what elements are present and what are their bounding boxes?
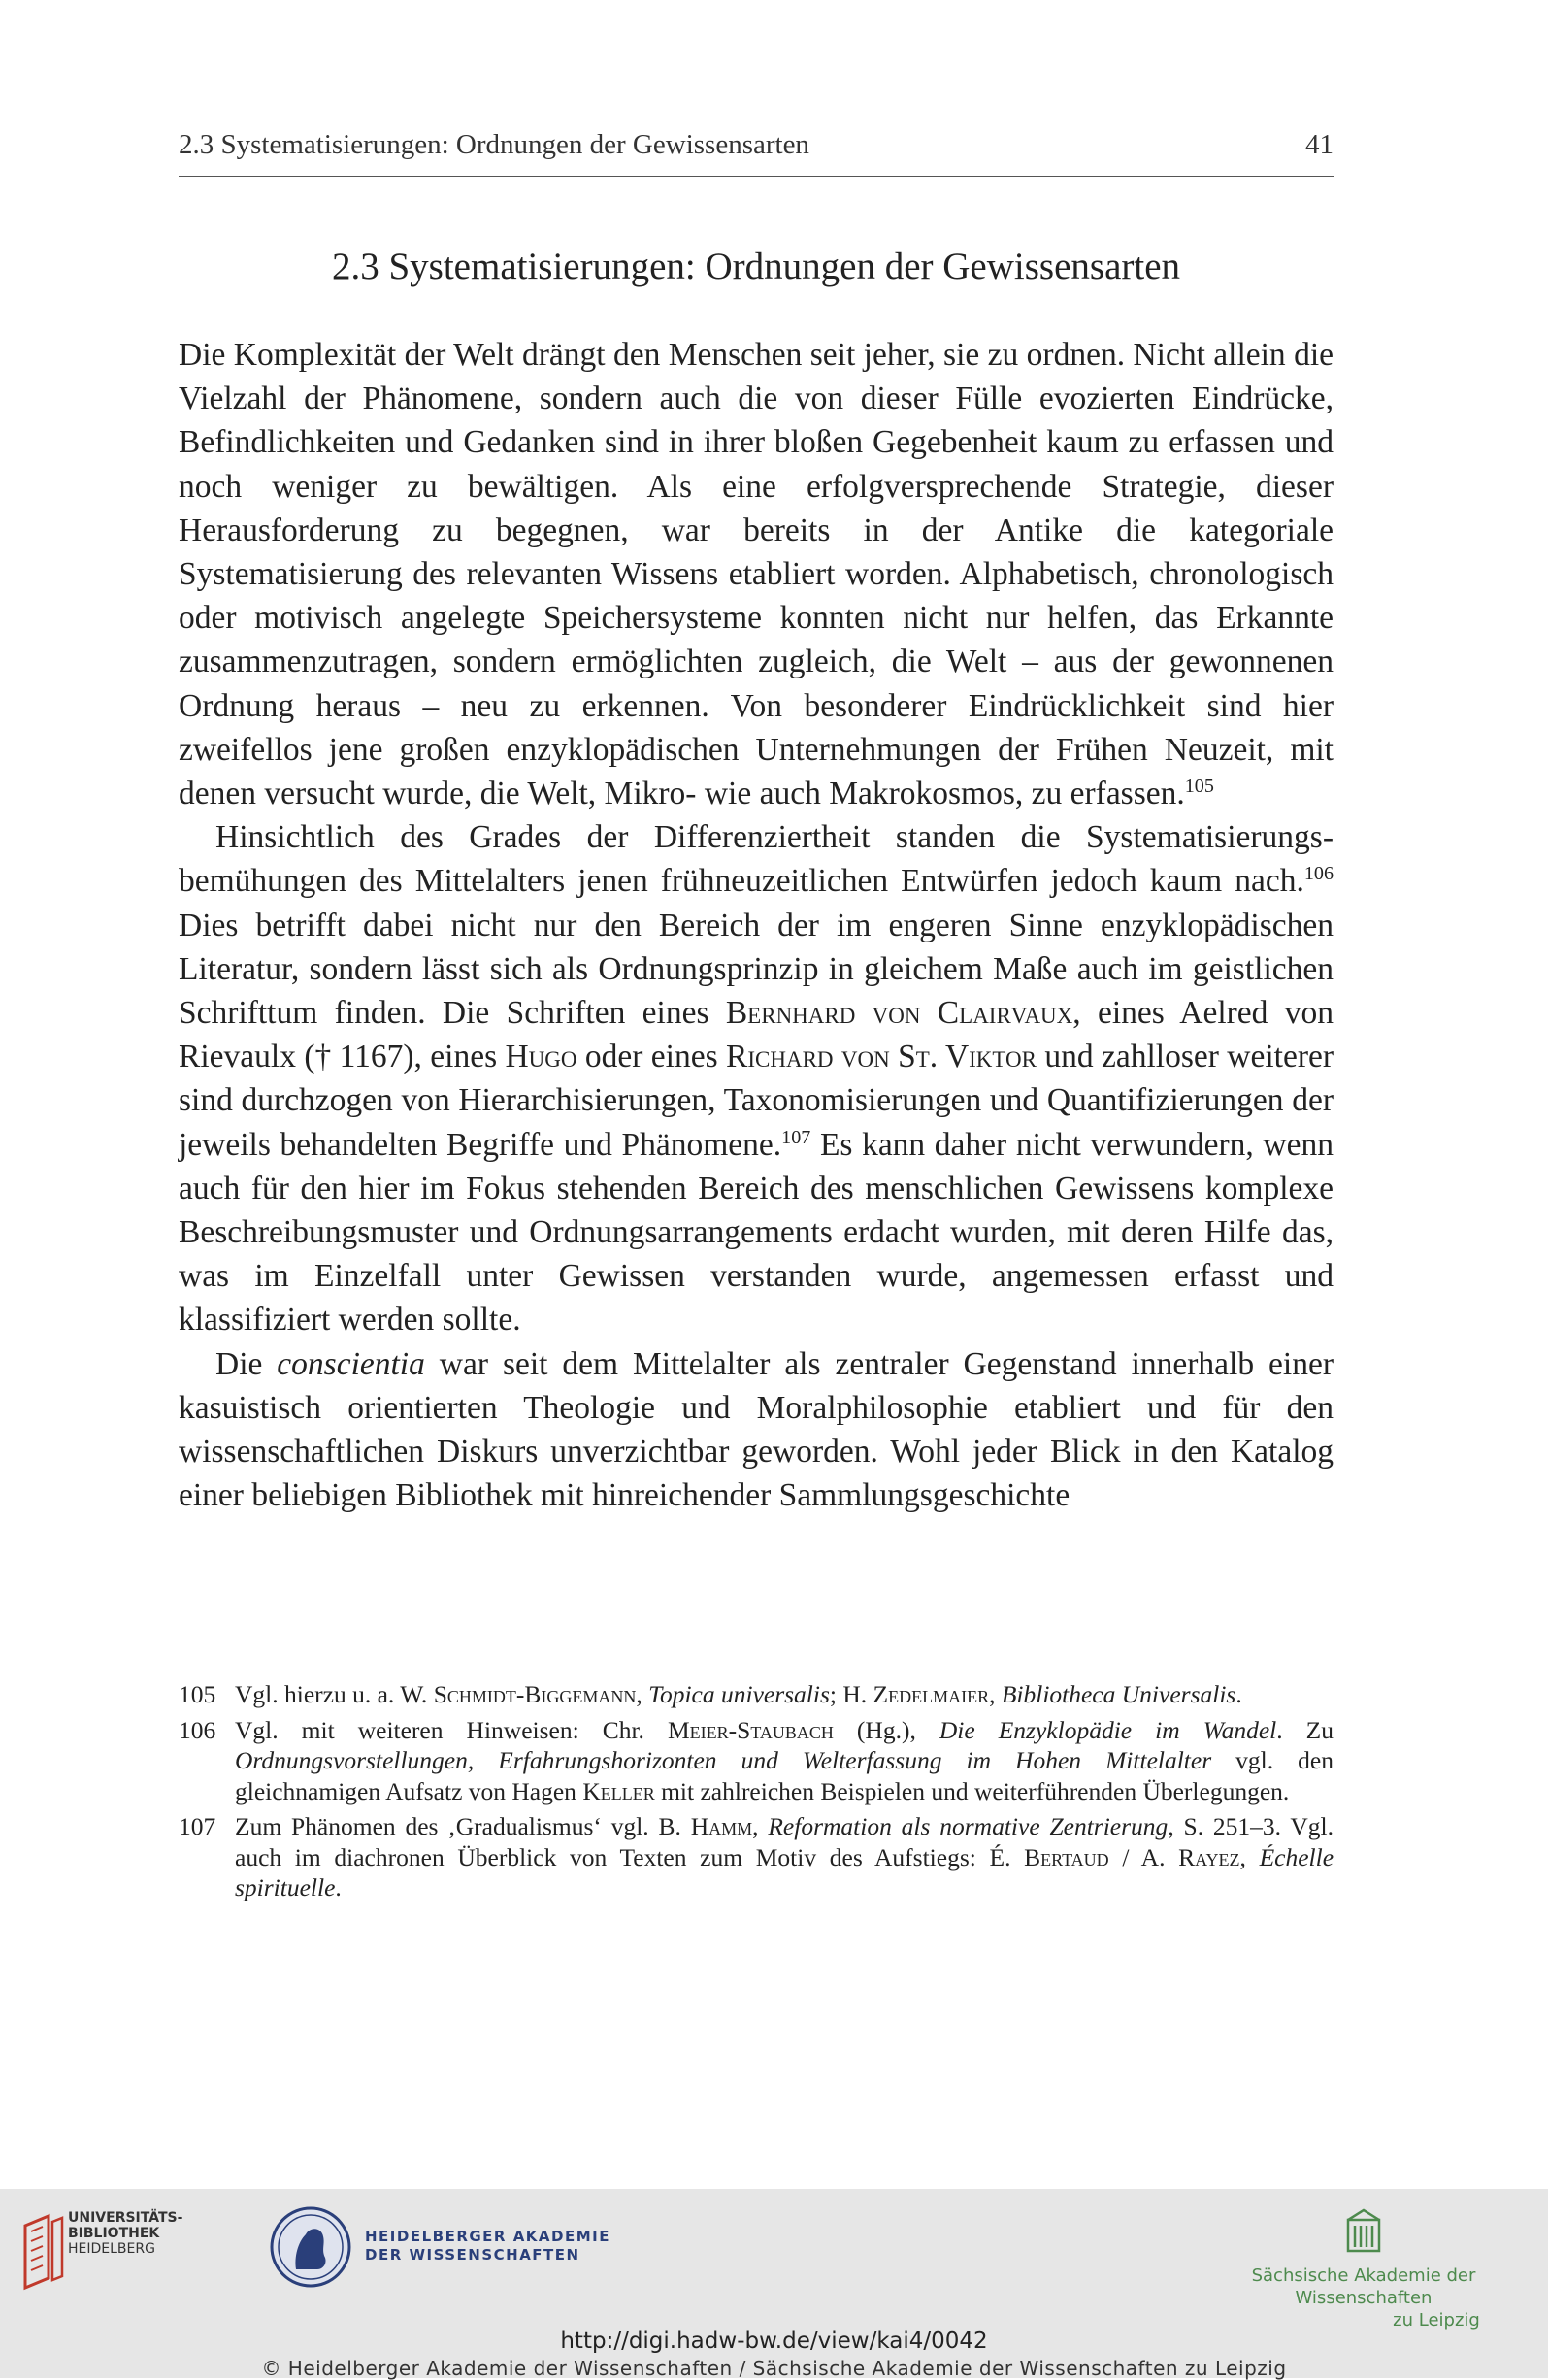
footnote-text: Vgl. hierzu u. a. W. Schmidt-Biggemann, Topica universalis; H. Zedelmaier, Bibliotheca Universalis. (235, 1680, 1242, 1708)
footnote-text: Vgl. mit weiteren Hinweisen: Chr. Meier-Staubach (Hg.), Die Enzyklopädie im Wandel. Zu Ordnungsvorstellungen, Erfahrungshorizonten und Welterfassung im Hohen Mittelalter vgl. den gleichnamigen Aufsatz von Hagen Keller mit zahlreichen Beispielen und weiterführenden Überlegungen. (235, 1715, 1334, 1805)
paragraph-text: , eines Aelred von Rievaulx († 1167), eines (179, 995, 1334, 1075)
footnote-number: 107 (179, 1812, 216, 1840)
footnote-106 (179, 1715, 1334, 1807)
paragraph-2 (179, 815, 1334, 1341)
emphasis: conscientia (277, 1345, 425, 1382)
footnote-ref-106[interactable]: 106 (1303, 863, 1334, 885)
paragraph-text: Hinsichtlich des Grades der Differenziertheit standen die Systematisierungsbemühungen des Mittelalters jenen frühneuzeitlichen Entwürfen jedoch kaum nach. (179, 819, 1334, 900)
page-number: 41 (1305, 129, 1334, 160)
footnote-ref-105[interactable]: 105 (1184, 775, 1214, 797)
running-head (179, 129, 1334, 177)
running-head-title: 2.3 Systematisierungen: Ordnungen der Gewissensarten (179, 129, 809, 160)
ub-heidelberg-wordmark: UNIVERSITÄTS- BIBLIOTHEK HEIDELBERG (68, 2210, 183, 2257)
saw-wordmark: Sächsische Akademie der Wissenschaften zu Leipzig (1251, 2265, 1480, 2330)
hadw-seal-icon[interactable] (267, 2203, 354, 2291)
paragraph-text: Die Komplexität der Welt drängt den Menschen seit jeher, sie zu ordnen. Nicht allein die Vielzahl der Phänomene, sondern auch die von dieser Fülle evozierten Eindrücke, Befindlichkeiten und Gedanken sind in ihrer bloßen Gegebenheit kaum zu erfassen und noch weniger zu bewältigen. Als eine erfolgversprechende Strategie, dieser Herausforderung zu begegnen, war bereits in der Antike die kategoriale Systematisierung des relevanten Wissens etabliert worden. Alphabetisch, chronologisch oder motivisch angelegte Speichersysteme konnten nicht nur helfen, das Erkannte zusammenzutragen, sondern ermöglichten zugleich, die Welt – aus der gewonnenen Ordnung heraus – neu zu erkennen. Von besonderer Eindrücklichkeit sind hier zweifellos jene großen enzyklopädischen Unternehmungen der Frühen Neuzeit, mit denen versucht wurde, die Welt, Mikro- wie auch Makrokosmos, zu erfassen. (179, 337, 1334, 812)
hadw-wordmark: HEIDELBERGER AKADEMIE DER WISSENSCHAFTEN (365, 2228, 610, 2264)
footnote-number: 105 (179, 1680, 216, 1708)
footnote-107 (179, 1811, 1334, 1903)
paragraph-text: war seit dem Mittelalter als zentraler Gegenstand innerhalb einer kasuistisch orientierten Theologie und Moralphilosophie etabliert und für den wissenschaftlichen Diskurs unverzichtbar geworden. Wohl jeder Blick in den Katalog einer beliebigen Bibliothek mit hinreichender Sammlungsgeschichte (179, 1345, 1334, 1514)
page-url-link[interactable]: http://digi.hadw-bw.de/view/kai4/0042 (560, 2329, 988, 2354)
paragraph-text: Es kann daher nicht verwundern, wenn auch für den hier im Fokus stehenden Bereich des menschlichen Gewissens komplexe Beschreibungsmuster und Ordnungsarrangements erdacht wurden, mit deren Hilfe das, was im Einzelfall unter Gewissen verstanden wurde, angemessen erfasst und klassifiziert werden sollte. (179, 1126, 1334, 1339)
paragraph-text: Dies betrifft dabei nicht nur den Bereich der im engeren Sinne enzyklopädischen Literatur, sondern lässt sich als Ordnungsprinzip in gleichem Maße auch im geistlichen Schrifttum finden. Die Schriften eines (179, 907, 1334, 1032)
footer-banner (0, 2189, 1548, 2378)
author-name: Bernhard von Clairvaux (725, 995, 1073, 1032)
footnote-text: Zum Phänomen des ‚Gradualismus‘ vgl. B. Hamm, Reformation als normative Zentrierung, S. 251–3. Vgl. auch im diachronen Überblick von Texten zum Motiv des Aufstiegs: É. Bertaud / A. Rayez, Échelle spirituelle. (235, 1812, 1334, 1901)
footnote-number: 106 (179, 1715, 216, 1744)
paragraph-1 (179, 333, 1334, 815)
paragraph-text: oder eines (576, 1039, 727, 1075)
section-heading: 2.3 Systematisierungen: Ordnungen der Gewissensarten (331, 246, 1181, 287)
footnotes (179, 1679, 1334, 1908)
footnote-105 (179, 1679, 1334, 1710)
author-name: Hugo (505, 1039, 577, 1075)
saw-leipzig-emblem-icon[interactable] (1344, 2206, 1383, 2255)
author-name: Richard von St. Viktor (726, 1039, 1037, 1075)
paragraph-text: und zahlloser weiterer sind durchzogen von Hierarchisierungen, Taxonomisierungen und Quantifizierungen der jeweils behandelten Begriffe und Phänomene. (179, 1039, 1334, 1163)
paragraph-3 (179, 1342, 1334, 1518)
paragraph-text: Die (215, 1345, 278, 1382)
body-text (179, 333, 1334, 1517)
footnote-ref-107[interactable]: 107 (781, 1126, 811, 1148)
copyright-notice: © Heidelberger Akademie der Wissenschaften / Sächsische Akademie der Wissenschaften zu Leipzig (261, 2357, 1287, 2380)
